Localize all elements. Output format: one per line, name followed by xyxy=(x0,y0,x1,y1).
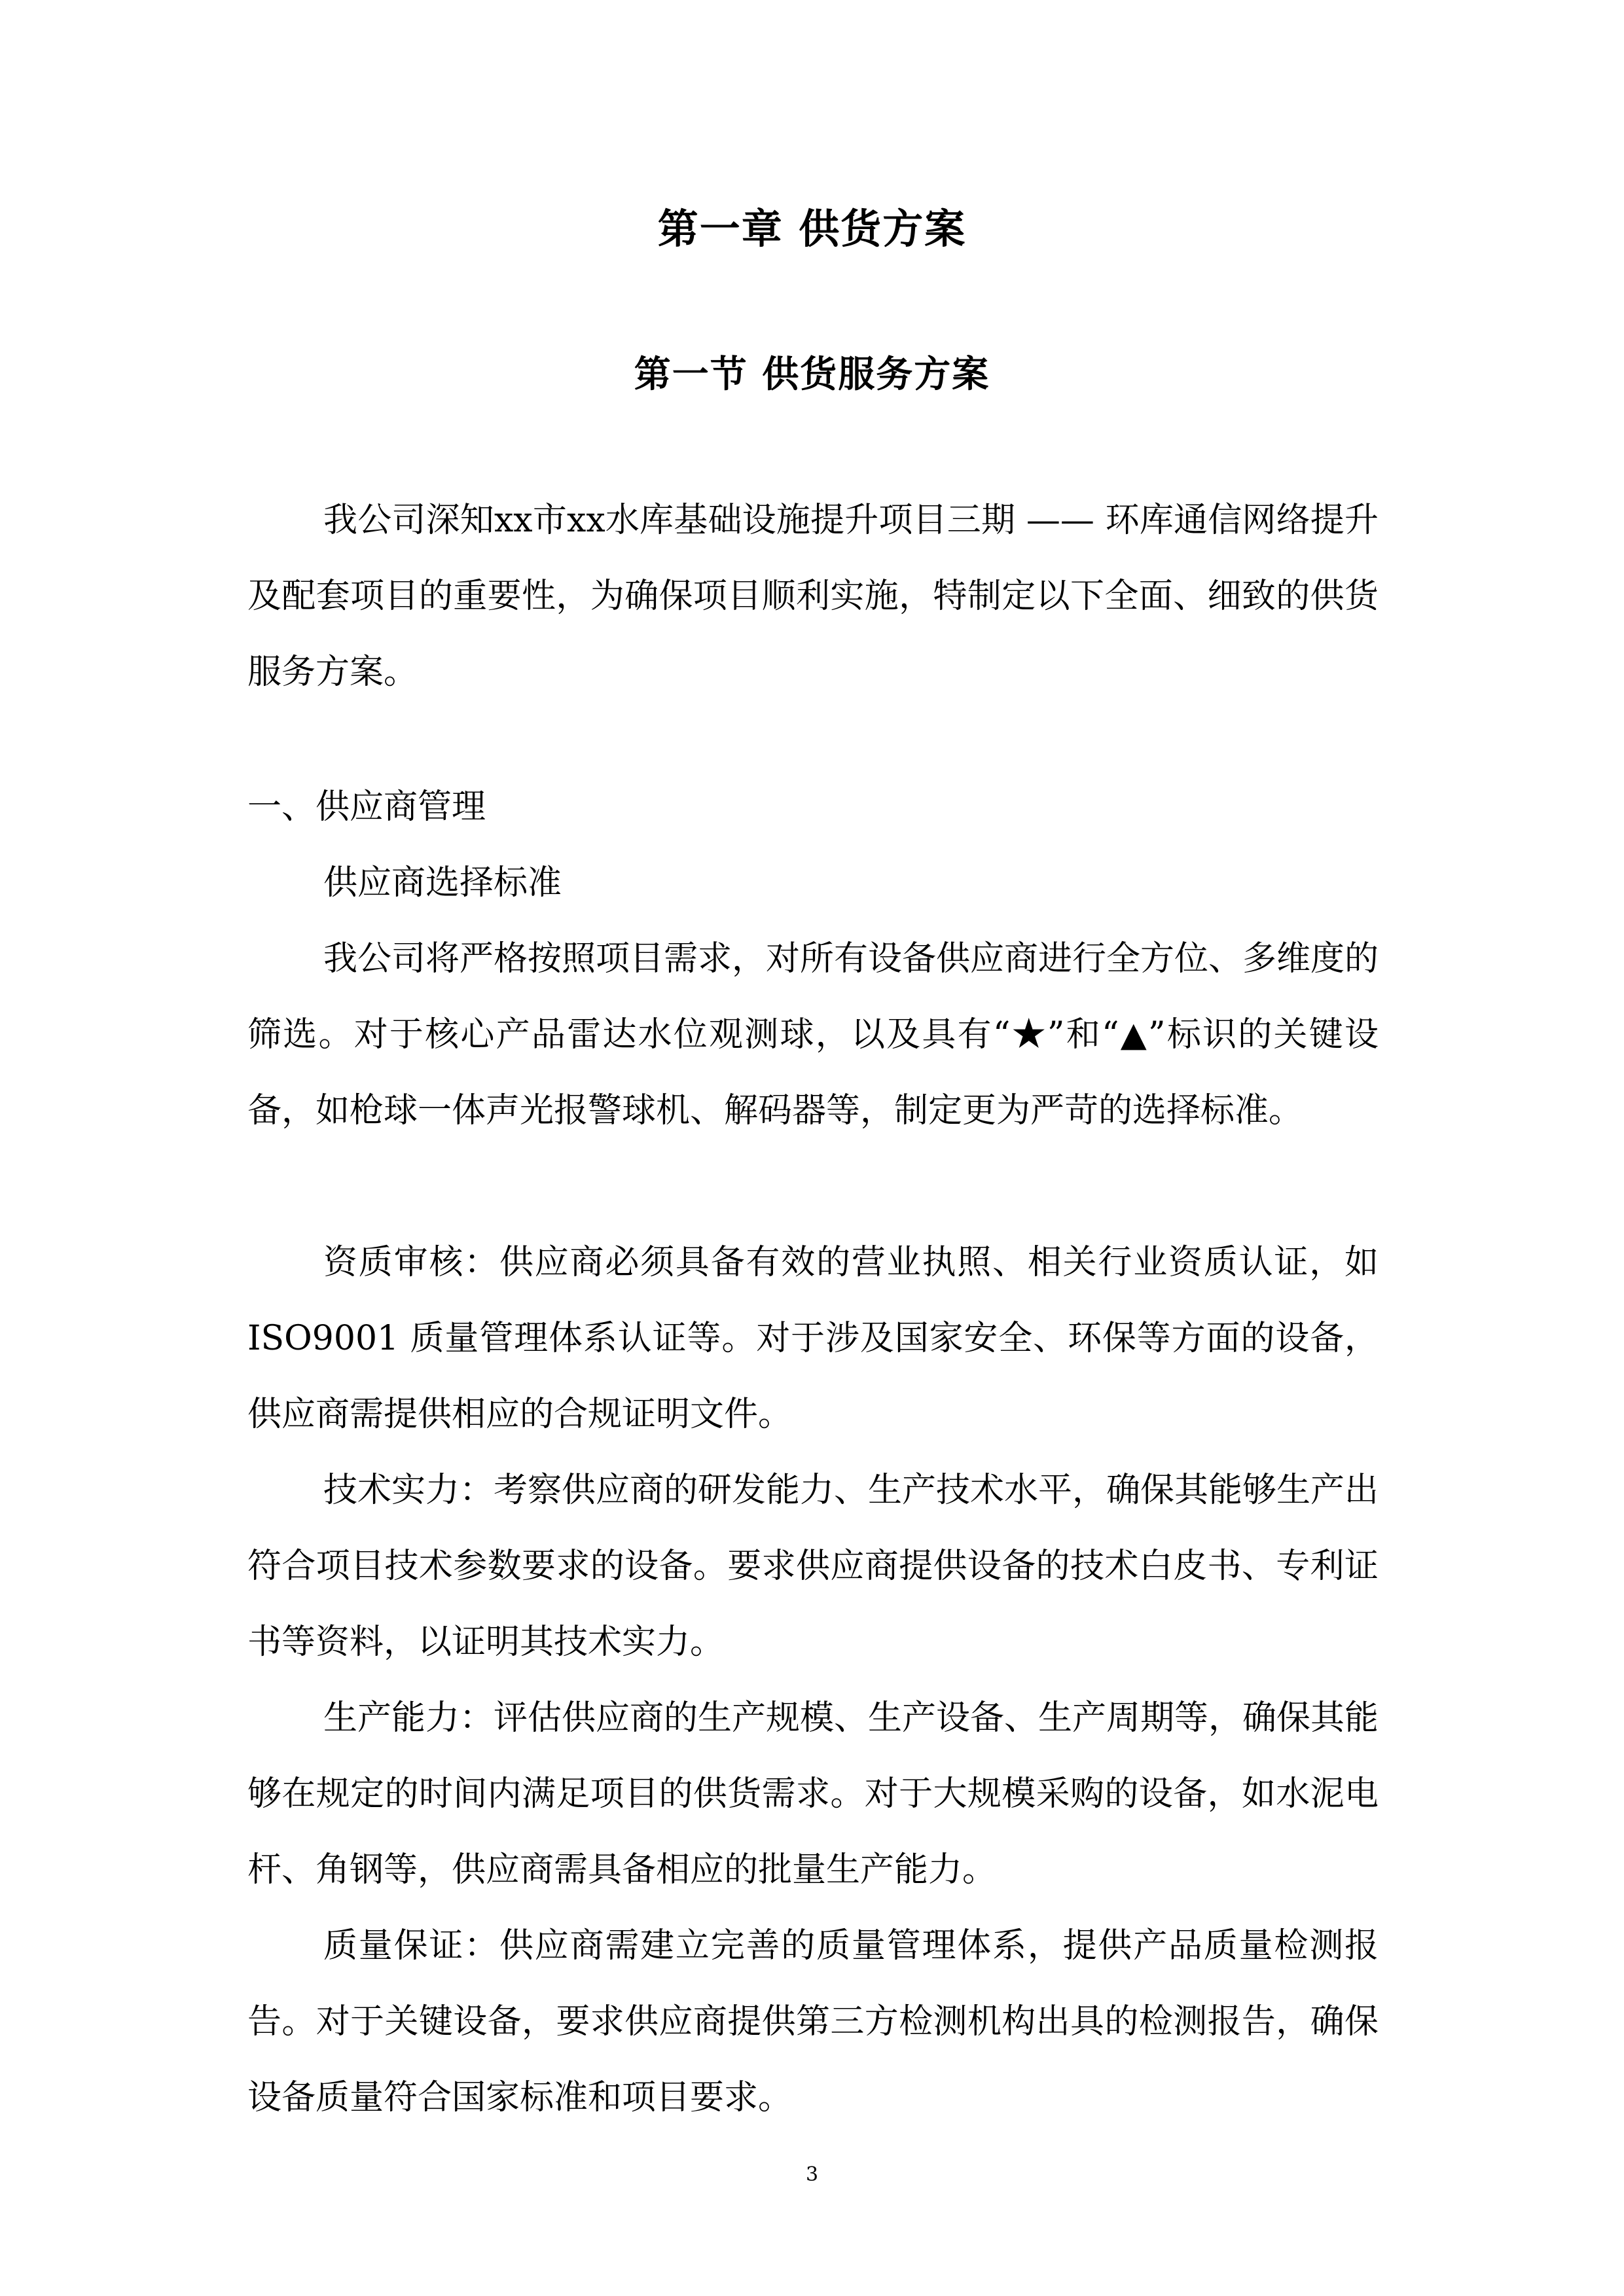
paragraph-qualification-review: 资质审核：供应商必须具备有效的营业执照、相关行业资质认证，如 ISO9001 质量管理体系认证等。对于涉及国家安全、环保等方面的设备，供应商需提供相应的合规证明文件。 xyxy=(247,1243,1379,1434)
paragraph-selection-standard: 我公司将严格按照项目需求，对所有设备供应商进行全方位、多维度的筛选。对于核心产品雷达水位观测球，以及具有“★”和“▲”标识的关键设备，如枪球一体声光报警球机、解码器等，制定更为严苛的选择标准。 xyxy=(247,939,1379,1130)
paragraph-technical-strength: 技术实力：考察供应商的研发能力、生产技术水平，确保其能够生产出符合项目技术参数要求的设备。要求供应商提供设备的技术白皮书、专利证书等资料，以证明其技术实力。 xyxy=(247,1471,1379,1662)
paragraph-quality-assurance: 质量保证：供应商需建立完善的质量管理体系，提供产品质量检测报告。对于关键设备，要求供应商提供第三方检测机构出具的检测报告，确保设备质量符合国家标准和项目要求。 xyxy=(247,1926,1379,2117)
section-title: 第一节 供货服务方案 xyxy=(634,353,990,396)
chapter-title: 第一章 供货方案 xyxy=(657,205,967,253)
paragraph-production-capacity: 生产能力：评估供应商的生产规模、生产设备、生产周期等，确保其能够在规定的时间内满足项目的供货需求。对于大规模采购的设备，如水泥电杆、角钢等，供应商需具备相应的批量生产能力。 xyxy=(247,1698,1379,1890)
page-number: 3 xyxy=(805,2163,819,2186)
subheading-supplier-selection: 供应商选择标准 xyxy=(323,863,562,903)
intro-paragraph: 我公司深知xx市xx水库基础设施提升项目三期 —— 环库通信网络提升及配套项目的重要性，为确保项目顺利实施，特制定以下全面、细致的供货服务方案。 xyxy=(247,501,1379,692)
heading-supplier-management: 一、供应商管理 xyxy=(247,787,486,827)
